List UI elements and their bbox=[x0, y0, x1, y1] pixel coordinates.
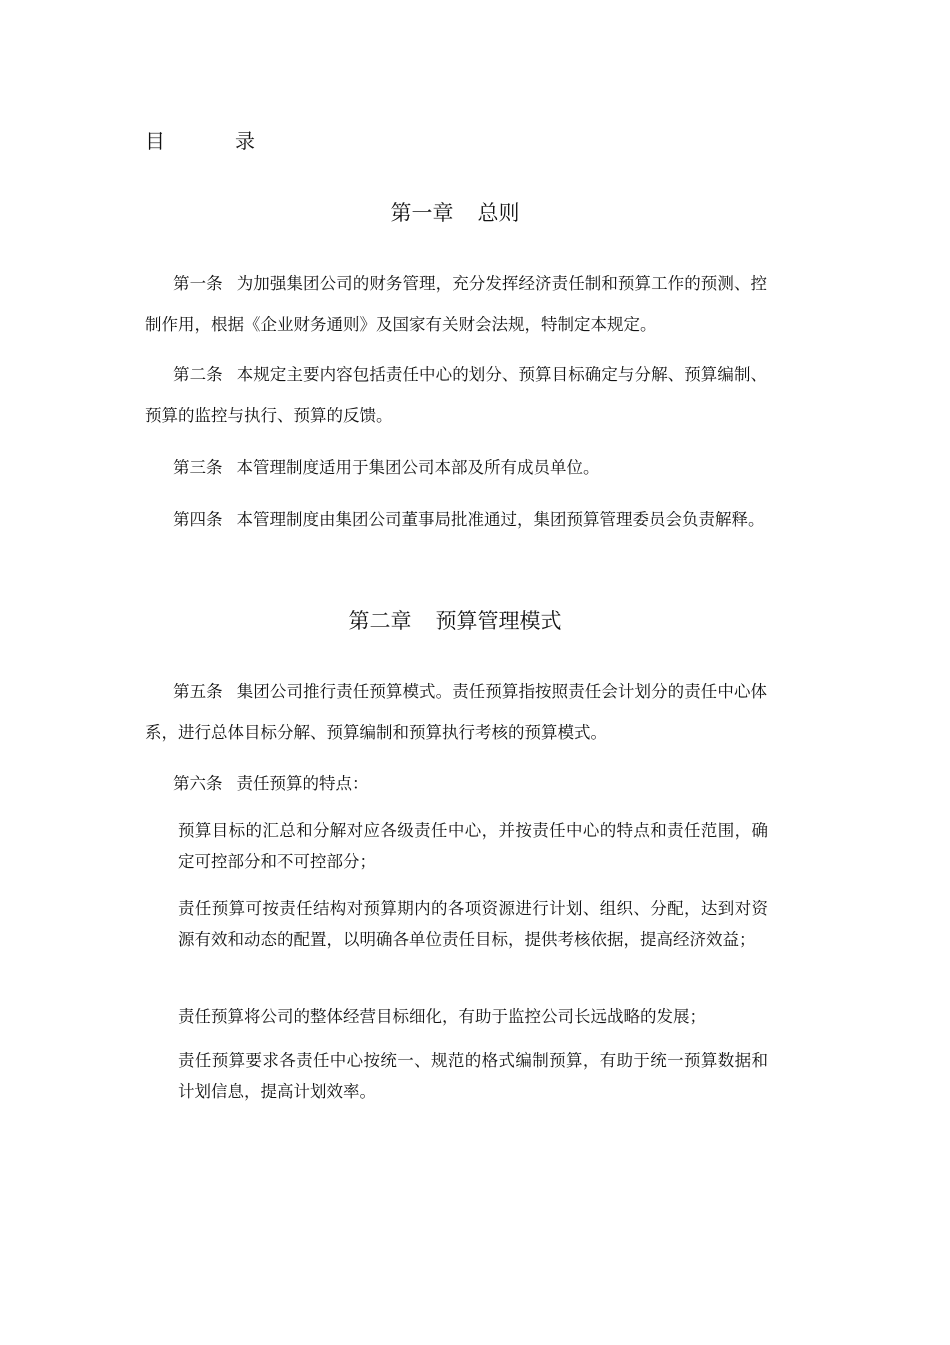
toc-title-left: 目 bbox=[145, 129, 165, 153]
article-4 bbox=[145, 499, 767, 540]
chapter-heading-1 bbox=[145, 199, 765, 227]
chapter-label: 第二章 bbox=[348, 609, 412, 633]
article-label: 第五条 bbox=[173, 682, 223, 701]
feature-item: 责任预算将公司的整体经营目标细化，有助于监控公司长远战略的发展； bbox=[178, 1007, 706, 1026]
article-label: 第三条 bbox=[173, 458, 223, 477]
chapter-title: 总则 bbox=[477, 201, 520, 225]
article-text: 本管理制度由集团公司董事局批准通过，集团预算管理委员会负责解释。 bbox=[236, 510, 765, 529]
article-5 bbox=[145, 671, 767, 753]
feature-item: 预算目标的汇总和分解对应各级责任中心，并按责任中心的特点和责任范围，确定可控部分和不可控部分； bbox=[178, 821, 768, 871]
article-6 bbox=[145, 763, 767, 804]
article-3 bbox=[145, 447, 767, 488]
article-label: 第四条 bbox=[173, 510, 223, 529]
article-text: 本管理制度适用于集团公司本部及所有成员单位。 bbox=[236, 458, 600, 477]
article-label: 第一条 bbox=[173, 274, 223, 293]
article-text: 集团公司推行责任预算模式。责任预算指按照责任会计划分的责任中心体系，进行总体目标分解、预算编制和预算执行考核的预算模式。 bbox=[145, 682, 768, 742]
chapter-title: 预算管理模式 bbox=[435, 609, 562, 633]
chapter-label: 第一章 bbox=[390, 201, 454, 225]
feature-item: 责任预算可按责任结构对预算期内的各项资源进行计划、组织、分配，达到对资源有效和动态的配置，以明确各单位责任目标，提供考核依据，提高经济效益； bbox=[178, 899, 768, 949]
article-text: 本规定主要内容包括责任中心的划分、预算目标确定与分解、预算编制、预算的监控与执行、预算的反馈。 bbox=[145, 365, 768, 425]
chapter-heading-2 bbox=[145, 607, 765, 635]
article-text: 为加强集团公司的财务管理，充分发挥经济责任制和预算工作的预测、控制作用，根据《企业财务通则》及国家有关财会法规，特制定本规定。 bbox=[145, 274, 768, 334]
article-label: 第二条 bbox=[173, 365, 223, 384]
article-label: 第六条 bbox=[173, 774, 223, 793]
article-text: 责任预算的特点： bbox=[236, 774, 369, 793]
article-2 bbox=[145, 354, 767, 436]
feature-item: 责任预算要求各责任中心按统一、规范的格式编制预算，有助于统一预算数据和计划信息，提高计划效率。 bbox=[178, 1051, 768, 1101]
article-1 bbox=[145, 263, 767, 345]
toc-title-right: 录 bbox=[235, 129, 255, 153]
table-of-contents-title bbox=[145, 128, 255, 154]
